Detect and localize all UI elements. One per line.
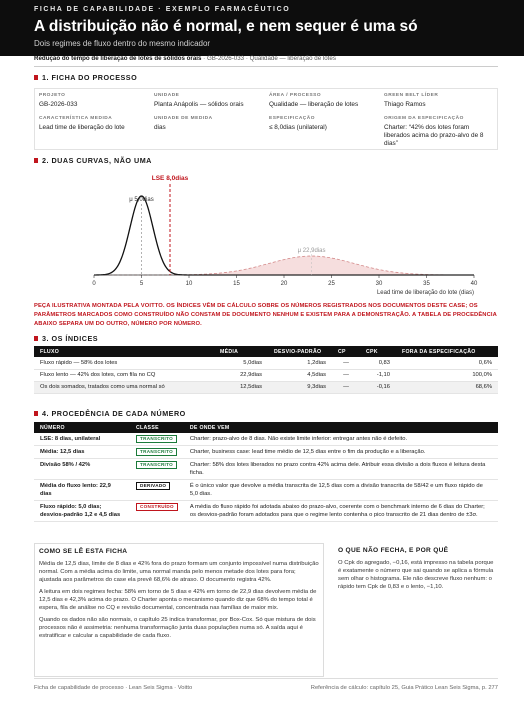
fast-flow-mean-label: μ 5,0dias (129, 197, 154, 203)
class-badge: DERIVADO (136, 482, 170, 490)
page-subtitle: Dois regimes de fluxo dentro do mesmo indicador (34, 39, 211, 48)
table-row: Divisão 58% / 42% TRANSCRITO Charter: 58% dos lotes liberados no prazo contra 42% acima dele. Atribuir essa divisão a dois fluxos é leitura desta ficha. (34, 459, 498, 480)
footer-left: Ficha de capabilidade de processo · Lean Seis Sigma · Voitto (34, 685, 193, 691)
page-title: A distribuição não é normal, e nem sequer é uma só (34, 18, 418, 35)
col-cpk: CPK (360, 346, 396, 357)
x-tick-label: 30 (375, 281, 383, 287)
disclaimer-note: PEÇA ILUSTRATIVA MONTADA PELA VOITTO. OS ÍNDICES VÊM DE CÁLCULO SOBRE OS NÚMEROS REGISTRADOS NOS DOCUMENTOS DESTE CASE; OS PARÂMETROS MARCADOS COMO CONSTRUÍDO NÃO CONSTAM DE DOCUMENTO NENHUM E EXISTEM PARA A DEMONSTRAÇÃO. A TABELA DE PROCEDÊNCIA ABAIXO SEPARA UM DO OUTRO, NÚMERO POR NÚMERO. (34, 303, 497, 327)
footer-right: Referência de cálculo: capítulo 25, Guia Prático Lean Seis Sigma, p. 277 (310, 685, 498, 691)
footer (34, 678, 498, 691)
field-especificacao: ESPECIFICAÇÃO ≤ 8,0dias (unilateral) (269, 116, 327, 131)
table-row: Média do fluxo lento: 22,9 dias DERIVADO É o único valor que devolve a média transcrita de 12,5 dias com a divisão transcrita de 58/42 e um fluxo rápido de 5,0 dias. (34, 480, 498, 501)
col-classe: CLASSE (130, 422, 184, 433)
x-ticks (92, 275, 478, 287)
process-card (34, 88, 498, 150)
x-tick-label: 25 (328, 281, 335, 287)
class-badge: TRANSCRITO (136, 435, 177, 443)
col-cp: CP (332, 346, 360, 357)
field-origem: ORIGEM DA ESPECIFICAÇÃO Charter: “42% dos lotes foram liberados acima do prazo-alvo de 8 dias” (384, 116, 484, 147)
lsl-label: LSE 8,0dias (151, 175, 189, 182)
col-media: MÉDIA (214, 346, 268, 357)
x-tick-label: 5 (139, 281, 144, 287)
field-area: ÁREA / PROCESSO Qualidade — liberação de lotes (269, 93, 359, 108)
x-tick-label: 10 (185, 281, 193, 287)
reading-guide-paragraph: Média de 12,5 dias, limite de 8 dias e 42% fora do prazo formam um conjunto impossível numa distribuição normal. Com a média acima do limite, uma normal manda pelo menos metade dos lotes para fora; ajustada aos parâmetros do case ela prevê 68,6% de atraso. O documento registra 42%. (39, 561, 319, 583)
table-row: Fluxo rápido — 58% dos lotes 5,0dias 1,2dias — 0,83 0,6% (34, 357, 498, 369)
x-axis-label: Lead time de liberação do lote (dias) (376, 290, 474, 296)
reading-guide-box (34, 543, 324, 677)
reading-guide-title: COMO SE LÊ ESTA FICHA (39, 548, 128, 555)
slow-flow-mean-label: μ 22,9dias (297, 248, 326, 255)
reading-guide-paragraph: Quando os dados não são normais, o capítulo 25 indica transformar, por Box-Cox. Só que mistura de dois processos não é assimetria: nenhuma transformação junta duas populações numa só. A saída aqui é estratificar e calcular a capabilidade de cada fluxo. (39, 617, 316, 639)
section-marker (34, 158, 38, 163)
divider (34, 66, 498, 67)
caveat-title: O QUE NÃO FECHA, E POR QUÊ (338, 547, 449, 554)
col-fluxo: FLUXO (34, 346, 214, 357)
provenance-table (34, 422, 498, 522)
indices-table (34, 346, 498, 394)
section-title-curvas: 2. DUAS CURVAS, NÃO UMA (34, 156, 498, 165)
class-badge: TRANSCRITO (136, 461, 177, 469)
caveat-box (338, 543, 498, 677)
section-marker (34, 75, 38, 80)
section-marker (34, 336, 38, 341)
distribution-chart (34, 168, 498, 298)
field-caracteristica: CARACTERÍSTICA MEDIDA Lead time de liberação do lote (39, 116, 125, 131)
col-origem: DE ONDE VEM (184, 422, 498, 433)
field-projeto: PROJETO GB-2026-033 (39, 93, 78, 108)
col-desvio: DESVIO-PADRÃO (268, 346, 332, 357)
slow-flow-area (94, 256, 474, 275)
class-badge: CONSTRUÍDO (136, 503, 178, 511)
project-name: Redução do tempo de liberação de lotes de sólidos orais (34, 55, 202, 62)
col-fora: FORA DA ESPECIFICAÇÃO (396, 346, 498, 357)
x-tick-label: 20 (280, 281, 288, 287)
col-numero: NÚMERO (34, 422, 130, 433)
class-badge: TRANSCRITO (136, 448, 177, 456)
section-title-ficha: 1. FICHA DO PROCESSO (34, 73, 498, 82)
x-tick-label: 40 (470, 281, 478, 287)
table-row: Média: 12,5 dias TRANSCRITO Charter, business case: lead time médio de 12,5 dias entre o fim da produção e a liberação. (34, 446, 498, 459)
table-row: Fluxo rápido: 5,0 dias; desvios-padrão 1,2 e 4,5 dias CONSTRUÍDO A média do fluxo rápido foi adotada abaixo do prazo-alvo, coerente com o benchmark interno de 6 dias do Charter; os desvios-padrão foram adotados para que o regime lento contenha o pico transcrito de 21 dias dentro de ±3σ. (34, 501, 498, 522)
caveat-paragraph: O Cpk do agregado, −0,16, está impresso na tabela porque é exatamente o número que sai quando se aplica a fórmula sem olhar o histograma. Ele não descreve fluxo nenhum: o rápido tem Cpk de 0,83 e o lento, −1,10. (338, 560, 494, 590)
section-title-procedencia: 4. PROCEDÊNCIA DE CADA NÚMERO (34, 409, 498, 418)
section-marker (34, 411, 38, 416)
section-title-indices: 3. OS ÍNDICES (34, 334, 498, 343)
field-unidade: UNIDADE Planta Anápolis — sólidos orais (154, 93, 244, 108)
table-row: Os dois somados, tratados como uma normal só 12,5dias 9,3dias — -0,16 68,6% (34, 381, 498, 393)
table-row: LSE: 8 dias, unilateral TRANSCRITO Charter: prazo-alvo de 8 dias. Não existe limite inferior: entregar antes não é defeito. (34, 433, 498, 446)
x-tick-label: 35 (423, 281, 430, 287)
reading-guide-paragraph: A leitura em dois regimes fecha: 58% em torno de 5 dias e 42% em torno de 22,9 dias devolvem média de 12,5 dias e 42,3% acima do prazo. O Charter aponta o mecanismo quando diz que 68% do tempo total é espera, fila de análise no CQ e revisão documental, concentrada nas famílias de maior mix. (39, 589, 317, 611)
x-tick-label: 0 (92, 281, 96, 287)
header (0, 0, 524, 56)
breadcrumb (34, 55, 336, 63)
x-tick-label: 15 (233, 281, 240, 287)
chart-svg (34, 168, 498, 298)
field-unidade-medida: UNIDADE DE MEDIDA dias (154, 116, 213, 131)
field-green-belt: GREEN BELT LÍDER Thiago Ramos (384, 93, 439, 108)
header-kicker: FICHA DE CAPABILIDADE · EXEMPLO FARMACÊUTICO (34, 6, 291, 13)
project-meta: · GB-2026-033 · Qualidade — liberação de lotes (201, 55, 336, 62)
table-row: Fluxo lento — 42% dos lotes, com fila no CQ 22,9dias 4,5dias — -1,10 100,0% (34, 369, 498, 381)
